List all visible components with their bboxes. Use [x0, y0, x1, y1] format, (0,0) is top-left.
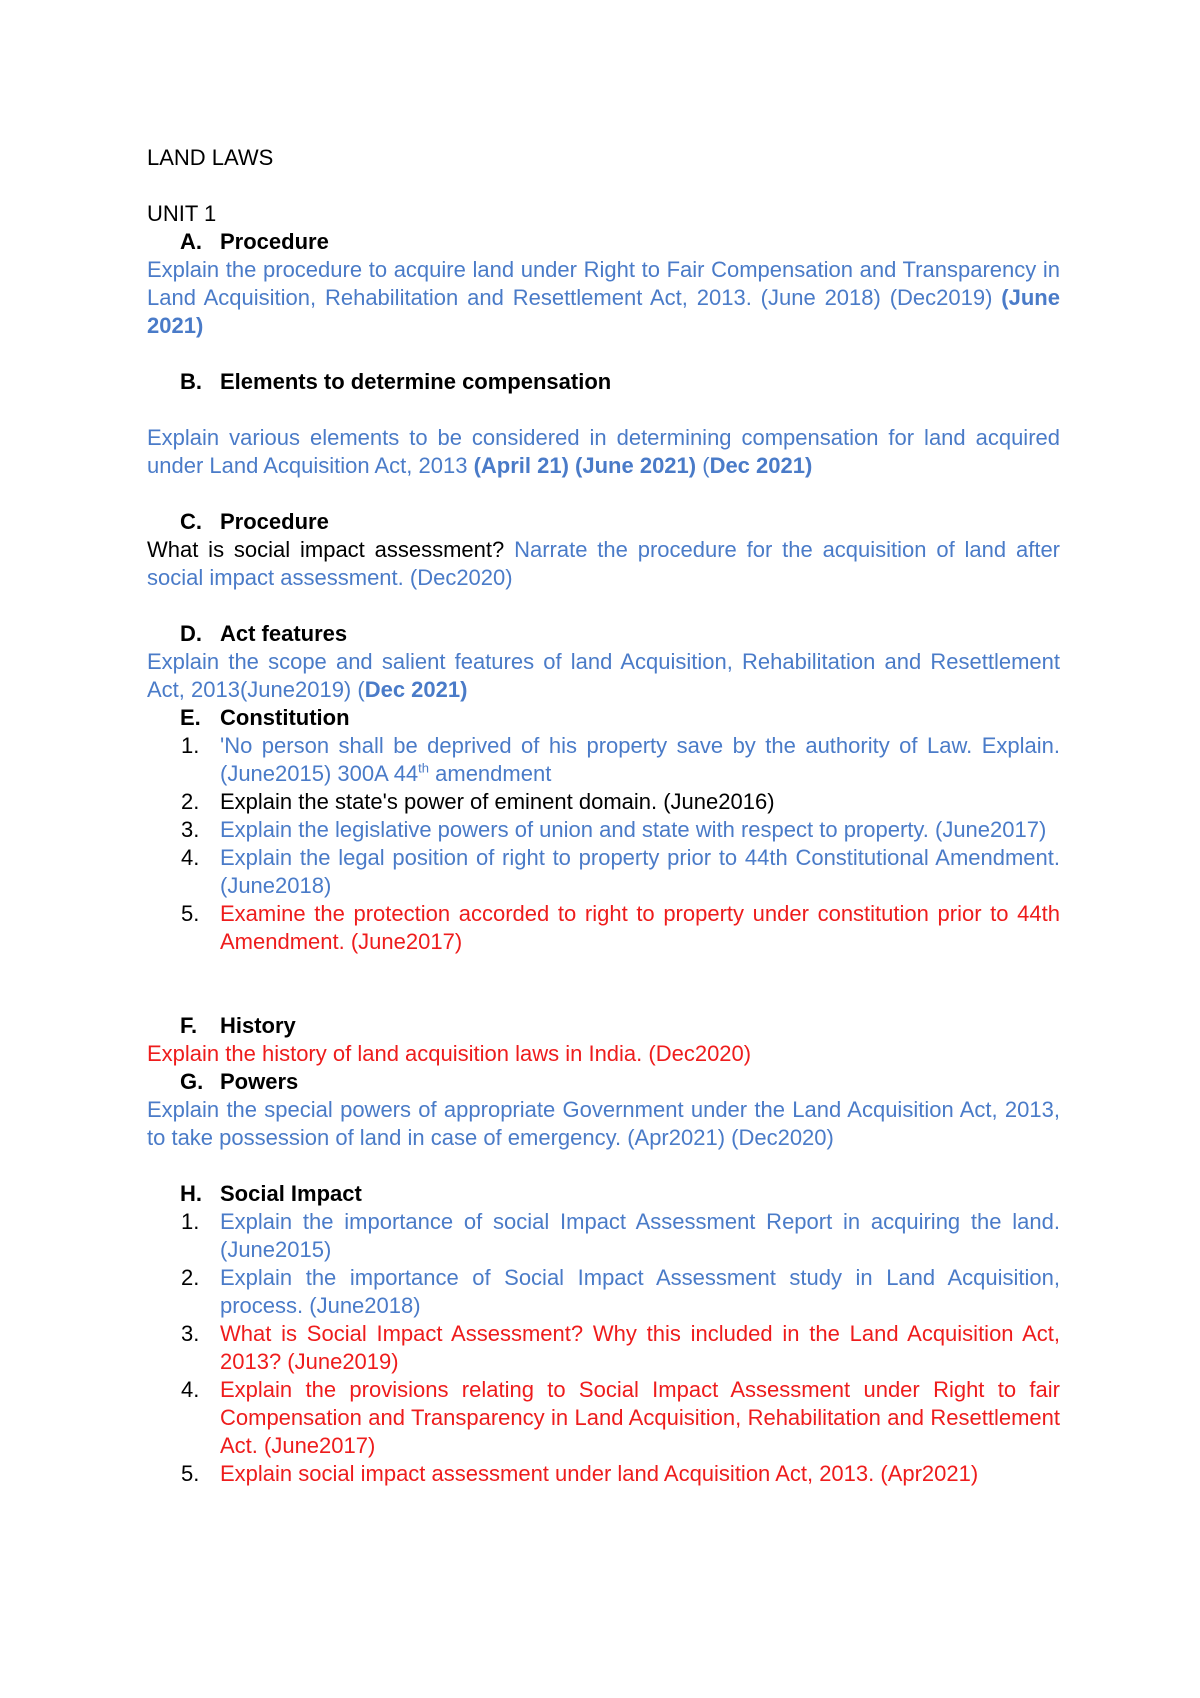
list-text: Explain the state's power of eminent domain. (June2016)	[220, 789, 775, 814]
superscript: th	[418, 760, 430, 776]
section-title: Social Impact	[220, 1181, 362, 1206]
list-item	[147, 1264, 1060, 1320]
section-d-heading	[147, 620, 1060, 648]
section-marker: H.	[180, 1181, 202, 1206]
list-item	[147, 900, 1060, 956]
section-h-list	[147, 1208, 1060, 1488]
list-item	[147, 1320, 1060, 1376]
section-g-heading	[147, 1068, 1060, 1096]
section-d-question	[147, 648, 1060, 704]
list-item	[147, 1460, 1060, 1488]
section-marker: E.	[180, 705, 201, 730]
section-h-heading	[147, 1180, 1060, 1208]
question-text: Explain the scope and salient features of land Acquisition, Rehabilitation and Resettlement Act, 2013(June2019) (	[147, 649, 1060, 702]
section-marker: G.	[180, 1069, 204, 1094]
list-text: What is Social Impact Assessment? Why this included in the Land Acquisition Act, 2013? (June2019)	[220, 1321, 1060, 1374]
section-title: Procedure	[220, 229, 329, 254]
list-number: 3.	[181, 817, 200, 842]
question-year-bold: Dec 2021)	[709, 453, 813, 478]
section-title: Powers	[220, 1069, 299, 1094]
section-title: Elements to determine compensation	[220, 369, 612, 394]
section-f-heading	[147, 1012, 1060, 1040]
list-text: Examine the protection accorded to right to property under constitution prior to 44th Amendment. (June2017)	[220, 901, 1060, 954]
question-text: Explain the procedure to acquire land under Right to Fair Compensation and Transparency in Land Acquisition, Rehabilitation and Resettlement Act, 2013. (June 2018) (Dec2019)	[147, 257, 1060, 310]
list-number: 2.	[181, 789, 200, 814]
section-c-question	[147, 536, 1060, 592]
list-number: 2.	[181, 1265, 200, 1290]
unit-heading: UNIT 1	[147, 201, 217, 226]
section-title: History	[220, 1013, 296, 1038]
question-year-bold: (June 2021)	[147, 285, 1060, 338]
document-title: LAND LAWS	[147, 145, 274, 170]
section-a-question	[147, 256, 1060, 340]
section-e-list	[147, 732, 1060, 956]
list-text: Explain the importance of social Impact Assessment Report in acquiring the land. (June2015)	[220, 1209, 1060, 1262]
list-text: 'No person shall be deprived of his property save by the authority of Law. Explain. (June2015) 300A 44th amendment	[220, 733, 1060, 786]
section-title: Act features	[220, 621, 348, 646]
list-item	[147, 816, 1060, 844]
list-text: Explain the legal position of right to property prior to 44th Constitutional Amendment. (June2018)	[220, 845, 1060, 898]
list-number: 4.	[181, 1377, 200, 1402]
section-title: Procedure	[220, 509, 329, 534]
list-number: 5.	[181, 1461, 200, 1486]
list-text: Explain the legislative powers of union and state with respect to property. (June2017)	[220, 817, 1047, 842]
list-item	[147, 844, 1060, 900]
list-number: 1.	[181, 1209, 200, 1234]
question-paren: (	[702, 453, 710, 478]
question-year-bold: (April 21) (June 2021)	[473, 453, 697, 478]
section-f-question: Explain the history of land acquisition laws in India. (Dec2020)	[147, 1041, 752, 1066]
question-year-bold: Dec 2021)	[364, 677, 468, 702]
section-marker: B.	[180, 369, 202, 394]
list-number: 4.	[181, 845, 200, 870]
list-item	[147, 732, 1060, 788]
question-text-black: What is social impact assessment?	[147, 537, 505, 562]
list-number: 1.	[181, 733, 200, 758]
section-b-question	[147, 424, 1060, 480]
section-g-question: Explain the special powers of appropriate Government under the Land Acquisition Act, 2013, to take possession of land in case of emergency. (Apr2021) (Dec2020)	[147, 1097, 1060, 1150]
section-marker: A.	[180, 229, 202, 254]
list-number: 5.	[181, 901, 200, 926]
question-text: Narrate the procedure for the acquisition of land after social impact assessment. (Dec2020)	[147, 537, 1061, 590]
section-e-heading	[147, 704, 1060, 732]
section-b-heading	[147, 368, 1060, 396]
list-text: Explain the importance of Social Impact Assessment study in Land Acquisition, process. (June2018)	[220, 1265, 1060, 1318]
section-title: Constitution	[220, 705, 350, 730]
question-text: Explain various elements to be considered in determining compensation for land acquired under Land Acquisition Act, 2013	[147, 425, 1060, 478]
list-item	[147, 788, 1060, 816]
list-text: Explain the provisions relating to Social Impact Assessment under Right to fair Compensation and Transparency in Land Acquisition, Rehabilitation and Resettlement Act. (June2017)	[220, 1377, 1060, 1458]
section-marker: C.	[180, 509, 202, 534]
section-marker: D.	[180, 621, 202, 646]
list-text: Explain social impact assessment under land Acquisition Act, 2013. (Apr2021)	[220, 1461, 979, 1486]
list-item	[147, 1208, 1060, 1264]
list-item	[147, 1376, 1060, 1460]
section-marker: F.	[180, 1013, 198, 1038]
document-body	[147, 144, 1060, 1488]
section-a-heading	[147, 228, 1060, 256]
list-number: 3.	[181, 1321, 200, 1346]
section-c-heading	[147, 508, 1060, 536]
